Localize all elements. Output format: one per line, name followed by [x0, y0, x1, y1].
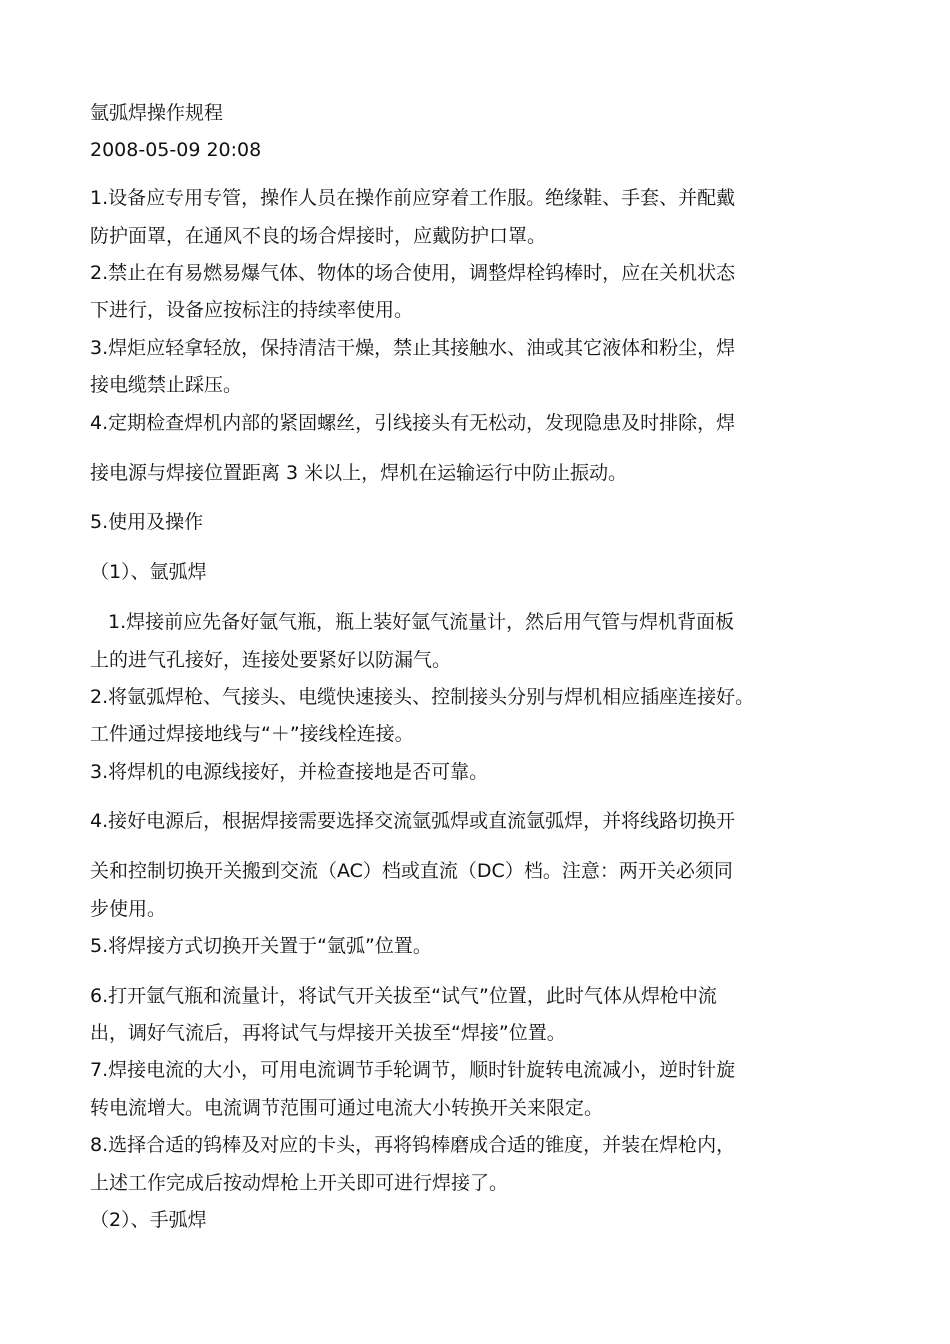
- paragraph-line: 6.打开氩气瓶和流量计，将试气开关拔至“试气”位置，此时气体从焊枪中流: [90, 985, 717, 1007]
- paragraph-line: 1.焊接前应先备好氩气瓶，瓶上装好氩气流量计，然后用气管与焊机背面板: [108, 611, 735, 633]
- document-title: 氩弧焊操作规程: [90, 102, 224, 124]
- paragraph-line: 工件通过焊接地线与“＋”接线栓连接。: [90, 723, 414, 745]
- document-datetime: 2008-05-09 20:08: [90, 139, 262, 161]
- paragraph-line: 3.将焊机的电源线接好，并检查接地是否可靠。: [90, 761, 489, 783]
- paragraph-line: 下进行，设备应按标注的持续率使用。: [90, 299, 414, 321]
- paragraph-line: 2.将氩弧焊枪、气接头、电缆快速接头、控制接头分别与焊机相应插座连接好。: [90, 686, 755, 708]
- paragraph-line: 3.焊炬应轻拿轻放，保持清洁干燥，禁止其接触水、油或其它液体和粉尘，焊: [90, 337, 736, 359]
- paragraph-line: 4.定期检查焊机内部的紧固螺丝，引线接头有无松动，发现隐患及时排除，焊: [90, 412, 736, 434]
- section-heading: 5.使用及操作: [90, 511, 204, 533]
- paragraph-line: 8.选择合适的钨棒及对应的卡头，再将钨棒磨成合适的锥度，并装在焊枪内，: [90, 1134, 736, 1156]
- paragraph-line: 接电缆禁止踩压。: [90, 374, 243, 396]
- paragraph-line: 防护面罩，在通风不良的场合焊接时，应戴防护口罩。: [90, 225, 547, 247]
- paragraph-line: 1.设备应专用专管，操作人员在操作前应穿着工作服。绝缘鞋、手套、并配戴: [90, 187, 736, 209]
- subsection-heading: （2）、手弧焊: [90, 1209, 207, 1231]
- paragraph-line: 7.焊接电流的大小，可用电流调节手轮调节，顺时针旋转电流减小，逆时针旋: [90, 1059, 736, 1081]
- paragraph-line: 关和控制切换开关搬到交流（AC）档或直流（DC）档。注意：两开关必须同: [90, 860, 733, 882]
- subsection-heading: （1）、氩弧焊: [90, 561, 207, 583]
- paragraph-line: 2.禁止在有易燃易爆气体、物体的场合使用，调整焊栓钨棒时，应在关机状态: [90, 262, 736, 284]
- paragraph-line: 上的进气孔接好，连接处要紧好以防漏气。: [90, 649, 452, 671]
- paragraph-line: 上述工作完成后按动焊枪上开关即可进行焊接了。: [90, 1172, 509, 1194]
- paragraph-line: 出，调好气流后，再将试气与焊接开关拔至“焊接”位置。: [90, 1022, 566, 1044]
- paragraph-line: 5.将焊接方式切换开关置于“氩弧”位置。: [90, 935, 432, 957]
- paragraph-line: 转电流增大。电流调节范围可通过电流大小转换开关来限定。: [90, 1097, 604, 1119]
- paragraph-line: 接电源与焊接位置距离 3 米以上，焊机在运输运行中防止振动。: [90, 462, 628, 484]
- paragraph-line: 4.接好电源后，根据焊接需要选择交流氩弧焊或直流氩弧焊，并将线路切换开: [90, 810, 736, 832]
- paragraph-line: 步使用。: [90, 898, 167, 920]
